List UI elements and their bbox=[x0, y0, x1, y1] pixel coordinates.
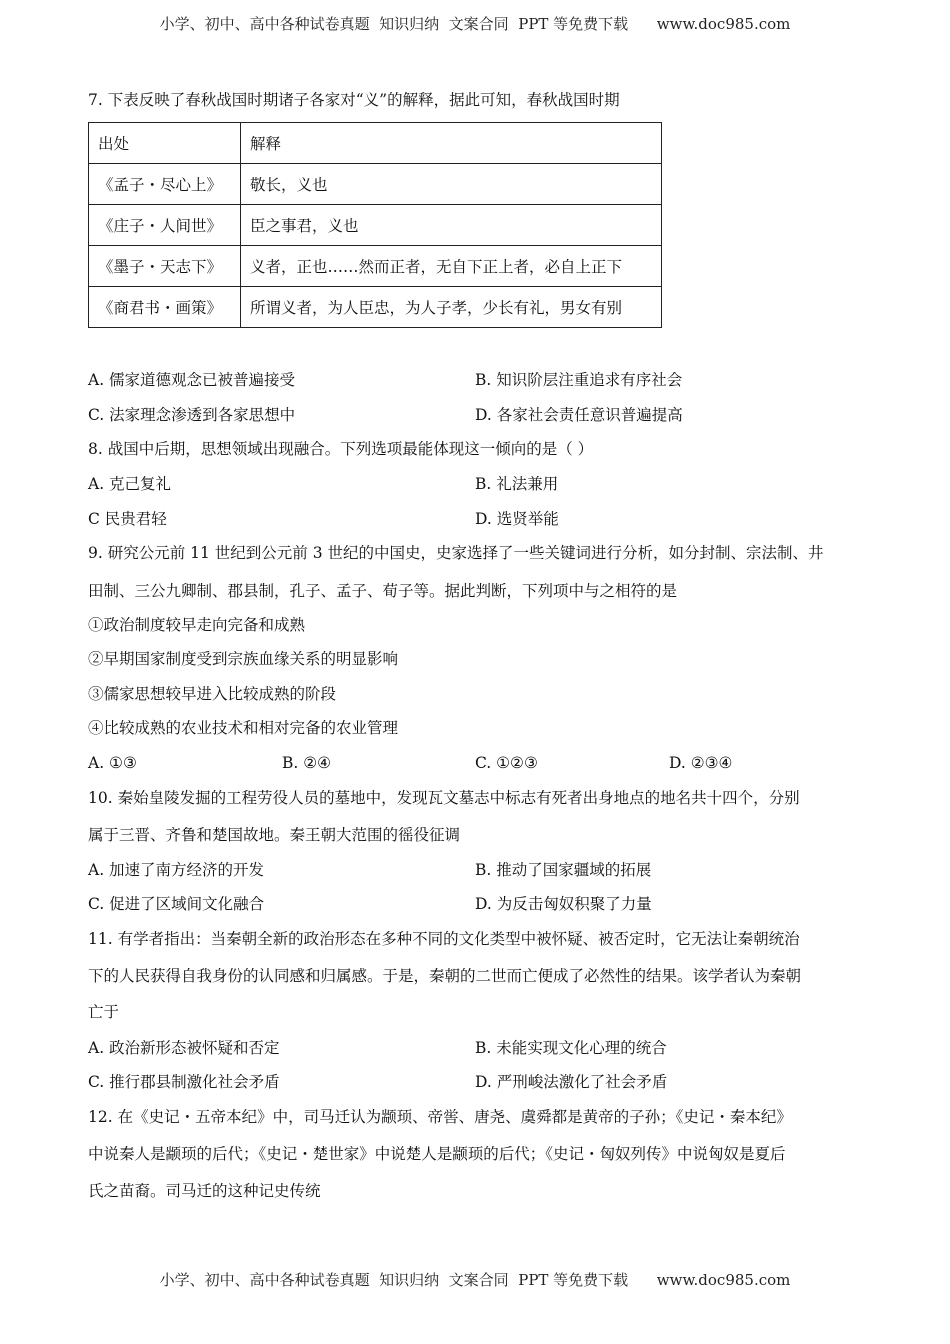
table-cell-explanation: 敬长，义也 bbox=[241, 164, 662, 205]
table-header-explanation: 解释 bbox=[241, 123, 662, 164]
page-footer: 小学、初中、高中各种试卷真题 知识归纳 文案合同 PPT 等免费下载 www.doc985.com bbox=[159, 1271, 791, 1289]
q8-option-a: A. 克己复礼 bbox=[88, 475, 172, 493]
table-cell-source: 《孟子・尽心上》 bbox=[89, 164, 241, 205]
q11-option-a: A. 政治新形态被怀疑和否定 bbox=[88, 1039, 280, 1057]
q9-item-3: ③儒家思想较早进入比较成熟的阶段 bbox=[88, 685, 337, 703]
q9-item-1: ①政治制度较早走向完备和成熟 bbox=[88, 616, 306, 634]
table-row bbox=[89, 287, 662, 328]
table-row bbox=[89, 164, 662, 205]
q10-option-a: A. 加速了南方经济的开发 bbox=[88, 861, 265, 879]
table-row bbox=[89, 205, 662, 246]
q9-item-2: ②早期国家制度受到宗族血缘关系的明显影响 bbox=[88, 650, 399, 668]
q12-stem-line-3: 氏之苗裔。司马迁的这种记史传统 bbox=[88, 1182, 321, 1200]
q10-stem-line-2: 属于三晋、齐鲁和楚国故地。秦王朝大范围的徭役征调 bbox=[88, 826, 461, 844]
q11-stem-line-2: 下的人民获得自我身份的认同感和归属感。于是，秦朝的二世而亡便成了必然性的结果。该学者认为秦朝 bbox=[88, 967, 802, 985]
q11-stem-line-1: 11. 有学者指出：当秦朝全新的政治形态在多种不同的文化类型中被怀疑、被否定时，它无法让秦朝统治 bbox=[88, 930, 800, 948]
q10-option-c: C. 促进了区域间文化融合 bbox=[88, 895, 265, 913]
q8-stem: 8. 战国中后期，思想领域出现融合。下列选项最能体现这一倾向的是（ ） bbox=[88, 440, 594, 458]
q10-stem-line-1: 10. 秦始皇陵发掘的工程劳役人员的墓地中，发现瓦文墓志中标志有死者出身地点的地名共十四个，分别 bbox=[88, 789, 800, 807]
table-cell-source: 《墨子・天志下》 bbox=[89, 246, 241, 287]
q12-stem-line-2: 中说秦人是颛顼的后代；《史记・楚世家》中说楚人是颛顼的后代；《史记・匈奴列传》中说匈奴是夏后 bbox=[88, 1145, 786, 1163]
table-cell-explanation: 义者，正也……然而正者，无自下正上者，必自上正下 bbox=[241, 246, 662, 287]
q11-option-c: C. 推行郡县制激化社会矛盾 bbox=[88, 1073, 280, 1091]
q9-item-4: ④比较成熟的农业技术和相对完备的农业管理 bbox=[88, 719, 399, 737]
q7-source-table bbox=[88, 122, 662, 328]
q10-option-d: D. 为反击匈奴积聚了力量 bbox=[475, 895, 652, 913]
q9-stem-line-1: 9. 研究公元前 11 世纪到公元前 3 世纪的中国史，史家选择了一些关键词进行分析，如分封制、宗法制、井 bbox=[88, 544, 824, 562]
table-cell-explanation: 臣之事君，义也 bbox=[241, 205, 662, 246]
q9-option-b: B. ②④ bbox=[282, 754, 332, 772]
q7-option-c: C. 法家理念渗透到各家思想中 bbox=[88, 406, 296, 424]
q9-option-d: D. ②③④ bbox=[669, 754, 733, 772]
q9-option-c: C. ①②③ bbox=[475, 754, 538, 772]
q7-option-d: D. 各家社会责任意识普遍提高 bbox=[475, 406, 683, 424]
table-cell-explanation: 所谓义者，为人臣忠，为人子孝，少长有礼，男女有别 bbox=[241, 287, 662, 328]
table-cell-source: 《庄子・人间世》 bbox=[89, 205, 241, 246]
q7-stem: 7. 下表反映了春秋战国时期诸子各家对“义”的解释，据此可知，春秋战国时期 bbox=[88, 91, 620, 109]
table-header-row bbox=[89, 123, 662, 164]
q11-option-b: B. 未能实现文化心理的统合 bbox=[475, 1039, 667, 1057]
page-header: 小学、初中、高中各种试卷真题 知识归纳 文案合同 PPT 等免费下载 www.doc985.com bbox=[159, 15, 791, 33]
q9-option-a: A. ①③ bbox=[88, 754, 137, 772]
q7-option-b: B. 知识阶层注重追求有序社会 bbox=[475, 371, 683, 389]
table-row bbox=[89, 246, 662, 287]
q11-stem-line-3: 亡于 bbox=[88, 1003, 120, 1021]
q12-stem-line-1: 12. 在《史记・五帝本纪》中，司马迁认为颛顼、帝喾、唐尧、虞舜都是黄帝的子孙；《史记・秦本纪》 bbox=[88, 1108, 792, 1126]
table-cell-source: 《商君书・画策》 bbox=[89, 287, 241, 328]
q8-option-b: B. 礼法兼用 bbox=[475, 475, 559, 493]
q11-option-d: D. 严刑峻法激化了社会矛盾 bbox=[475, 1073, 668, 1091]
q8-option-d: D. 选贤举能 bbox=[475, 510, 559, 528]
q7-option-a: A. 儒家道德观念已被普遍接受 bbox=[88, 371, 296, 389]
q8-option-c: C 民贵君轻 bbox=[88, 510, 167, 528]
q10-option-b: B. 推动了国家疆域的拓展 bbox=[475, 861, 652, 879]
q9-stem-line-2: 田制、三公九卿制、郡县制，孔子、孟子、荀子等。据此判断，下列项中与之相符的是 bbox=[88, 582, 678, 600]
table-header-source: 出处 bbox=[89, 123, 241, 164]
